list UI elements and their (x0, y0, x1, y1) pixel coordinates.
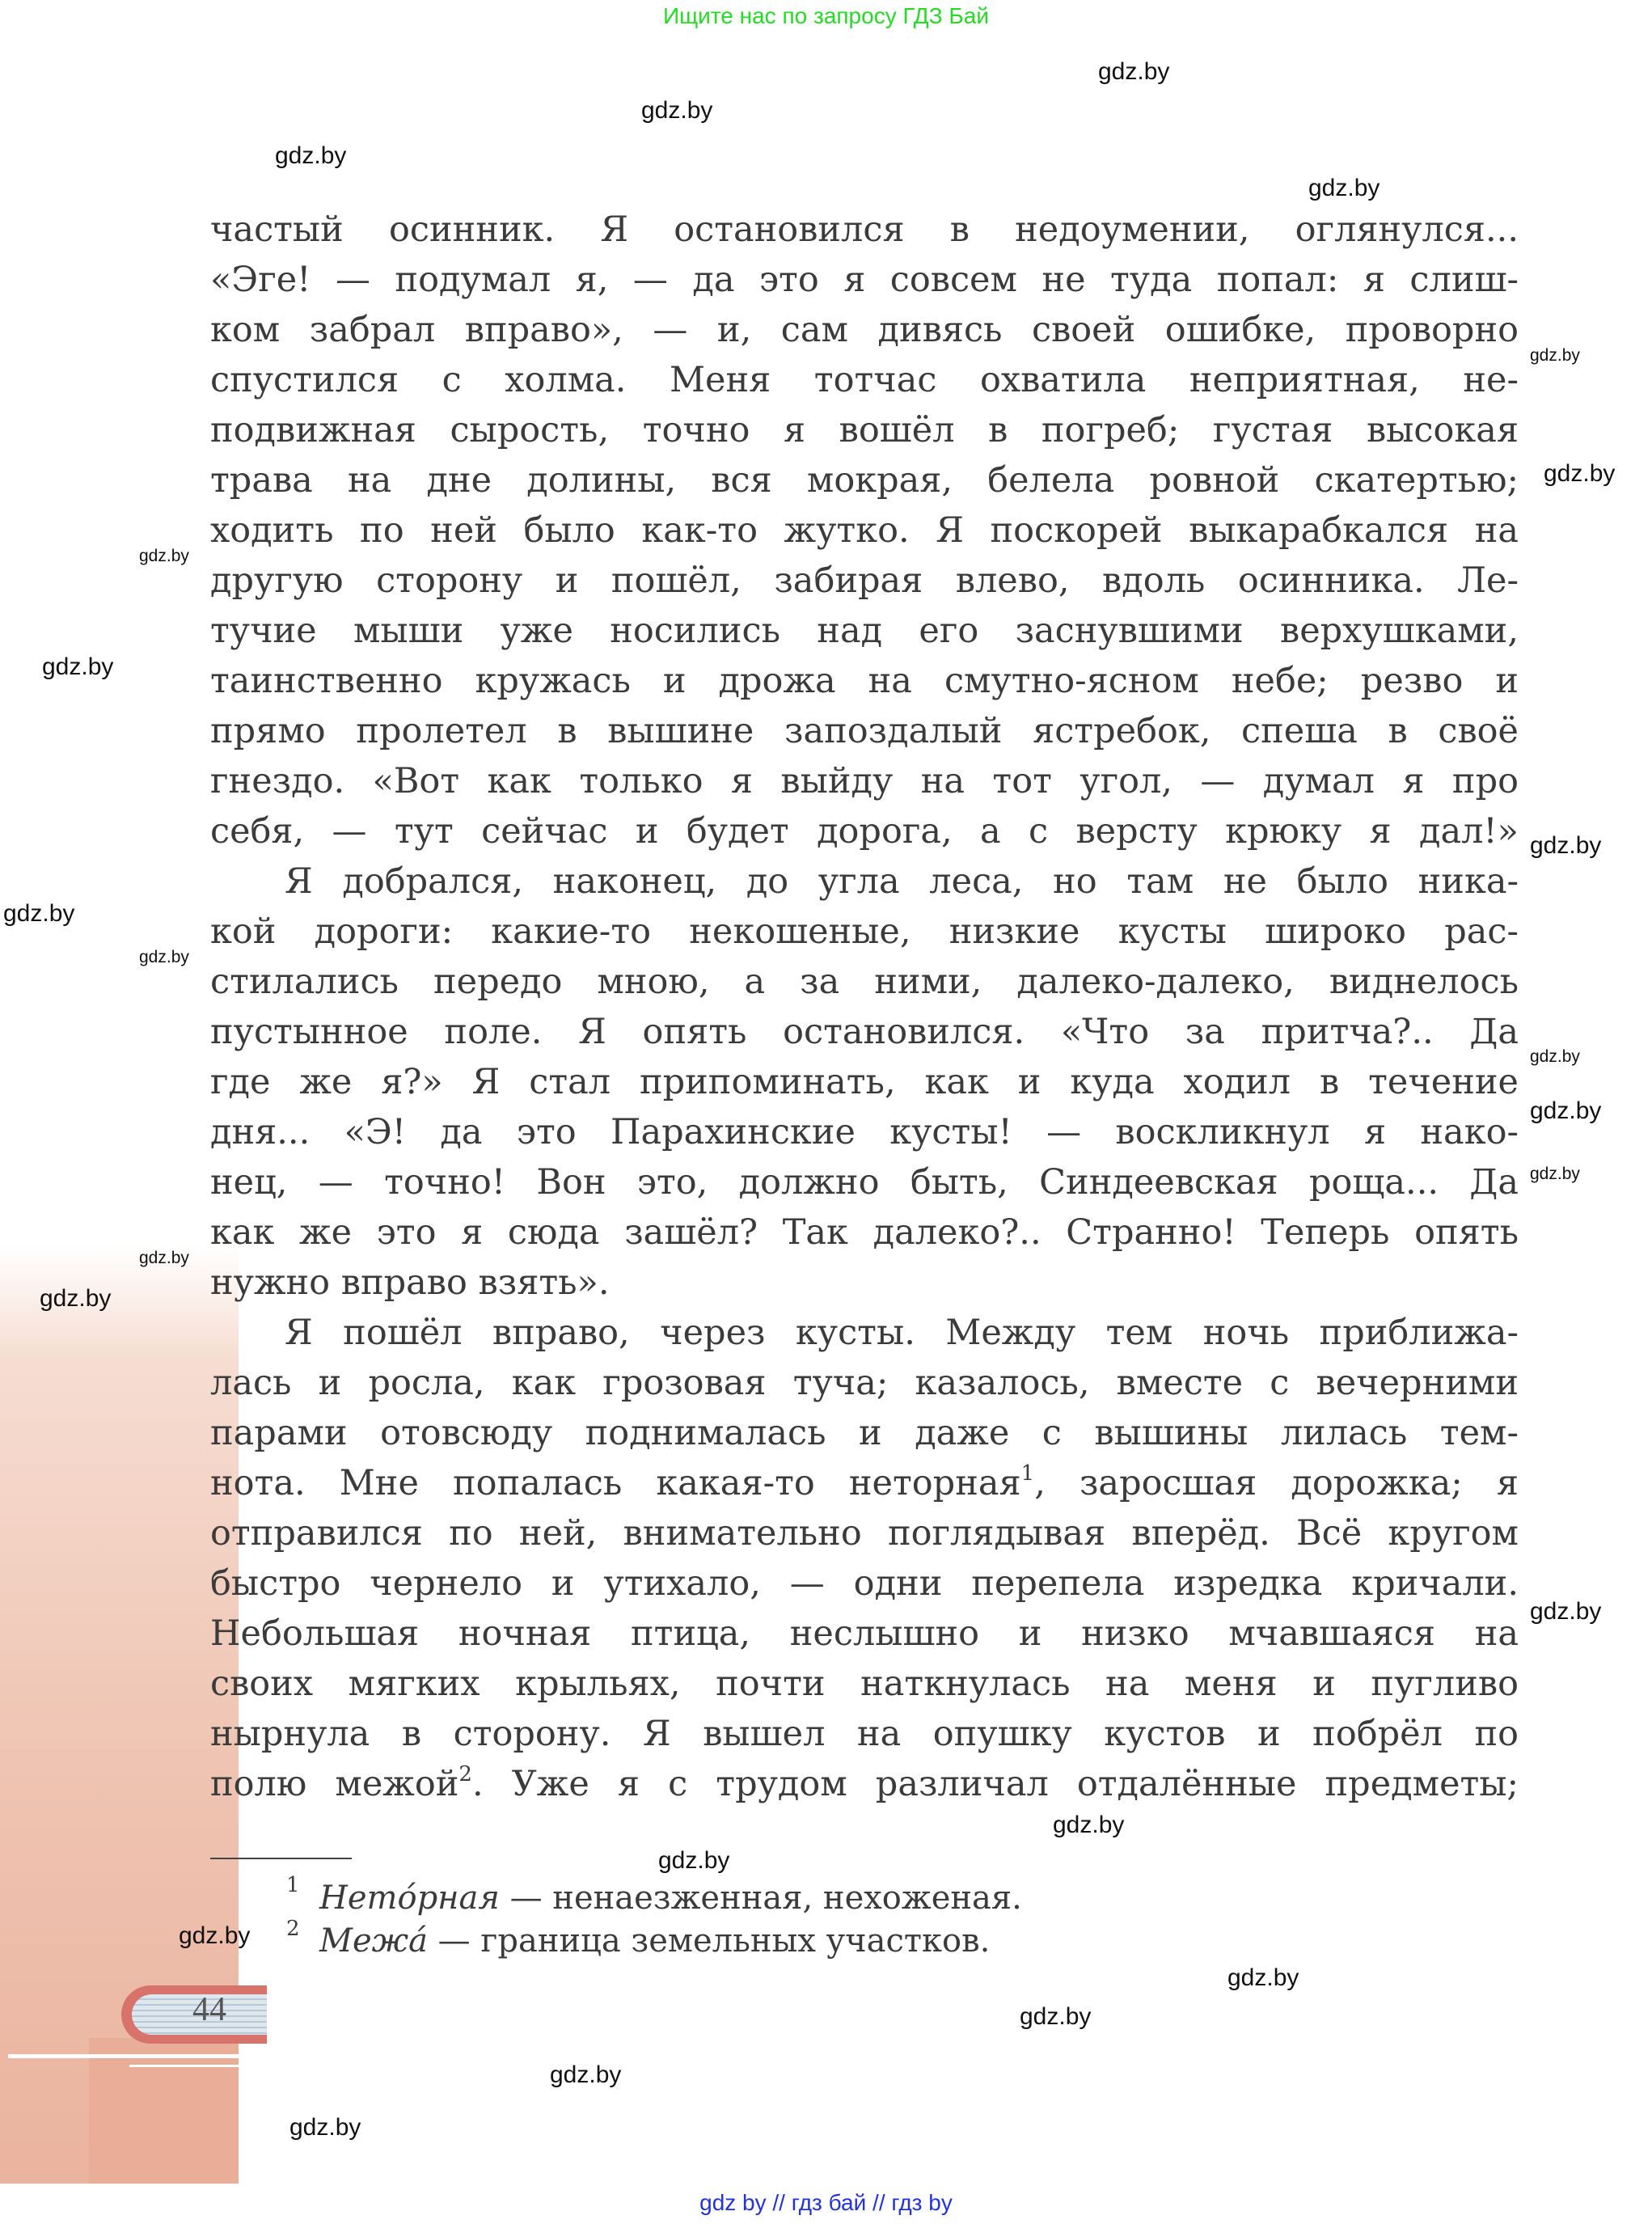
watermark: gdz.by (1530, 346, 1580, 365)
text-segment: лась и росла, как грозовая туча; казалось, вместе с вечерними (210, 1363, 1519, 1403)
footnote-marker: 2 (458, 1762, 472, 1786)
text-segment: «Эге! — подумал я, — да это я совсем не туда попал: я слиш- (210, 260, 1519, 300)
text-segment: парами отовсюду поднималась и даже с вышины лилась тем- (210, 1413, 1519, 1453)
top-banner[interactable]: Ищите нас по запросу ГДЗ Бай (662, 3, 990, 28)
watermark: gdz.by (1530, 1047, 1580, 1066)
watermark: gdz.by (42, 653, 114, 680)
text-line (210, 1461, 1519, 1506)
bottom-links[interactable]: gdz by // гдз бай // гдз by (699, 2190, 953, 2215)
text-segment: нец, — точно! Вон это, должно быть, Синдеевская роща... Да (210, 1162, 1519, 1203)
watermark: gdz.by (1530, 1598, 1602, 1625)
footnote-definition: — граница земельных участков. (427, 1922, 991, 1960)
text-segment: трава на дне долины, вся мокрая, белела ровной скатертью; (210, 460, 1519, 501)
watermark: gdz.by (1530, 832, 1602, 859)
text-segment: отправился по ней, внимательно поглядывая вперёд. Всё кругом (210, 1513, 1519, 1554)
text-segment: нырнула в сторону. Я вышел на опушку кустов и побрёл по (210, 1714, 1519, 1754)
footnote-marker: 1 (1020, 1461, 1035, 1486)
text-line (210, 1761, 1519, 1807)
footnote-2 (319, 1922, 990, 1960)
text-segment: . Уже я с трудом различал отдалённые предметы; (471, 1764, 1519, 1804)
text-segment: своих мягких крыльях, почти наткнулась на меня и пугливо (210, 1664, 1519, 1704)
text-segment: Я пошёл вправо, через кусты. Между тем ночь приближа- (285, 1313, 1519, 1353)
footnote-rule (210, 1858, 352, 1859)
watermark: gdz.by (1020, 2003, 1092, 2030)
text-line (210, 408, 1519, 453)
footnote-number: 1 (286, 1873, 300, 1897)
text-line (210, 207, 1519, 252)
text-segment: другую сторону и пошёл, забирая влево, вдоль осинника. Ле- (210, 560, 1519, 601)
text-segment: как же это я сюда зашёл? Так далеко?.. Странно! Теперь опять (210, 1212, 1519, 1253)
text-line (210, 558, 1519, 603)
text-segment: себя, — тут сейчас и будет дорога, а с версту крюку я дал!» (210, 811, 1519, 852)
text-line (210, 658, 1519, 704)
text-line (210, 608, 1519, 653)
text-line (210, 1160, 1519, 1205)
watermark: gdz.by (139, 547, 189, 565)
text-segment: тучие мыши уже носились над его заснувшими верхушками, (210, 611, 1519, 651)
page-number: 44 (192, 1991, 226, 2028)
text-segment: гнездо. «Вот как только я выйду на тот угол, — думал я про (210, 761, 1519, 801)
footnote-definition: — ненаезженная, нехоженая. (499, 1879, 1022, 1917)
watermark: gdz.by (40, 1285, 112, 1312)
watermark: gdz.by (179, 1922, 251, 1949)
watermark: gdz.by (658, 1847, 730, 1874)
text-line (285, 1310, 1519, 1355)
text-segment: Небольшая ночная птица, неслышно и низко мчавшаяся на (210, 1613, 1519, 1654)
text-segment: подвижная сырость, точно я вошёл в погреб; густая высокая (210, 410, 1519, 450)
watermark: gdz.by (1098, 58, 1170, 85)
watermark: gdz.by (1530, 1097, 1602, 1124)
text-segment: дня... «Э! да это Парахинские кусты! — воскликнул я нако- (210, 1112, 1519, 1152)
watermark: gdz.by (139, 948, 189, 966)
text-line (210, 708, 1519, 754)
text-line (210, 307, 1519, 353)
text-line (210, 909, 1519, 954)
watermark: gdz.by (1053, 1812, 1125, 1838)
page-margin-decoration-block (89, 2038, 239, 2184)
watermark: gdz.by (139, 1249, 189, 1267)
text-line (210, 1009, 1519, 1055)
text-segment: частый осинник. Я остановился в недоумении, оглянулся... (210, 209, 1519, 250)
text-line (210, 1059, 1519, 1105)
text-line (210, 809, 1519, 854)
text-line (210, 1410, 1519, 1456)
watermark: gdz.by (641, 97, 713, 124)
text-line (210, 1611, 1519, 1656)
text-segment: пустынное поле. Я опять остановился. «Что за притча?.. Да (210, 1012, 1519, 1052)
footnote-term: Межа́ (319, 1922, 428, 1960)
decor-stripe (8, 2054, 239, 2058)
text-line (210, 1360, 1519, 1406)
text-line (210, 257, 1519, 302)
watermark: gdz.by (275, 142, 347, 169)
text-segment: спустился с холма. Меня тотчас охватила неприятная, не- (210, 360, 1519, 400)
footnote-number: 2 (286, 1917, 300, 1941)
text-segment: ком забрал вправо», — и, сам дивясь своей ошибке, проворно (210, 310, 1519, 350)
watermark: gdz.by (1227, 1964, 1299, 1991)
text-line (210, 1661, 1519, 1706)
text-line (210, 1110, 1519, 1155)
text-line (210, 1210, 1519, 1255)
text-segment: , заросшая дорожка; я (1034, 1463, 1519, 1503)
watermark: gdz.by (550, 2061, 622, 2088)
text-line (210, 959, 1519, 1004)
text-line (210, 759, 1519, 804)
text-segment: кой дороги: какие-то некошеные, низкие кусты широко рас- (210, 911, 1519, 952)
text-segment: таинственно кружась и дрожа на смутно-ясном небе; резво и (210, 661, 1519, 701)
watermark: gdz.by (289, 2114, 361, 2141)
text-segment: нота. Мне попалась какая-то неторная (210, 1463, 1021, 1503)
text-segment: стилались передо мною, а за ними, далеко-далеко, виднелось (210, 962, 1519, 1002)
watermark: gdz.by (3, 900, 75, 927)
text-segment: быстро чернело и утихало, — одни перепела изредка кричали. (210, 1563, 1519, 1604)
text-line (210, 1561, 1519, 1606)
watermark: gdz.by (1530, 1165, 1580, 1183)
text-segment: нужно вправо взять». (210, 1262, 610, 1303)
footnote-1 (319, 1879, 1022, 1917)
text-segment: ходить по ней было как-то жутко. Я поскорей выкарабкался на (210, 510, 1519, 551)
footnote-term: Нето́рная (319, 1879, 500, 1917)
text-line (285, 859, 1519, 904)
text-segment: Я добрался, наконец, до угла леса, но там не было ника- (285, 861, 1519, 902)
text-segment: где же я?» Я стал припоминать, как и куда ходил в течение (210, 1062, 1519, 1102)
decor-stripe (129, 2065, 239, 2067)
watermark: gdz.by (1308, 175, 1380, 201)
watermark: gdz.by (1544, 460, 1616, 487)
text-segment: прямо пролетел в вышине запоздалый ястребок, спеша в своё (210, 711, 1519, 751)
text-line (210, 1260, 1519, 1305)
text-line (210, 357, 1519, 403)
text-line (210, 458, 1519, 503)
text-line (210, 1511, 1519, 1556)
text-line (210, 1711, 1519, 1757)
text-segment: полю межой (210, 1764, 459, 1804)
text-line (210, 508, 1519, 553)
